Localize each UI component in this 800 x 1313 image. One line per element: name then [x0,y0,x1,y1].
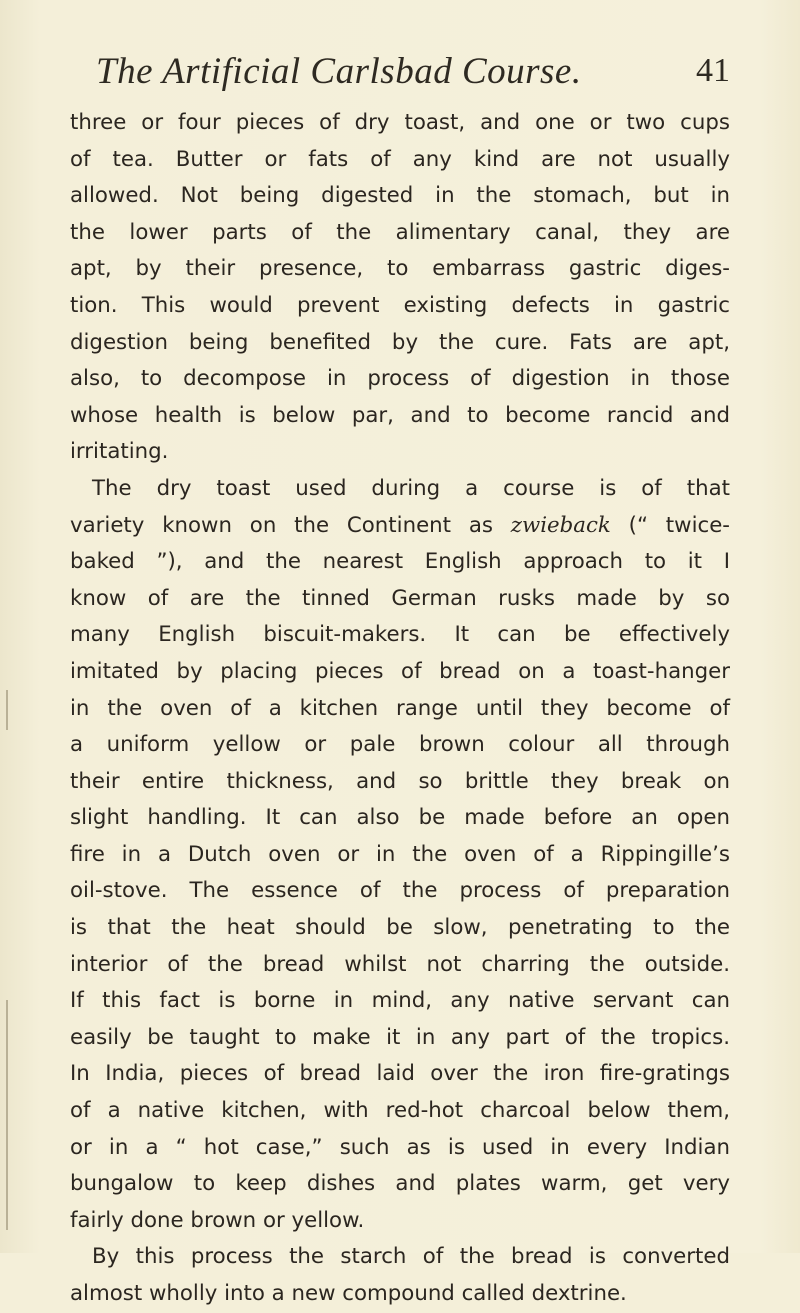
text-line: irritating. [70,439,169,465]
text-line: oil-stove. The essence of the process of preparation [70,878,730,904]
body-text [70,105,730,1313]
text-line: also, to decompose in process of digestion in those [70,366,730,392]
text-line: many English biscuit-makers. It can be effectively [70,622,730,648]
text-line: three or four pieces of dry toast, and one or two cups [70,110,730,135]
text-line: apt, by their presence, to embarrass gastric diges- [70,256,730,282]
text-line: the lower parts of the alimentary canal, they are [70,219,730,245]
text-line: their entire thickness, and so brittle they break on [70,768,730,794]
text-line: If this fact is borne in mind, any native servant can [70,988,730,1014]
text-line: bungalow to keep dishes and plates warm, get very [70,1171,730,1197]
text-line: imitated by placing pieces of bread on a toast-hanger [70,658,730,684]
text-line: in the oven of a kitchen range until they become of [70,695,730,721]
text-line: know of are the tinned German rusks made by so [70,585,730,611]
text-line: is that the heat should be slow, penetrating to the [70,915,730,941]
text-line: of a native kitchen, with red-hot charcoal below them, [70,1098,730,1124]
text-line: slight handling. It can also be made before an open [70,805,730,831]
page-edge-mark [6,690,8,730]
text-line: baked ”), and the nearest English approach to it I [70,549,730,575]
text-line: digestion being benefited by the cure. Fats are apt, [70,329,730,355]
running-title: The Artificial Carlsbad Course. [96,51,582,92]
text-line: whose health is below par, and to become rancid and [70,402,730,428]
text-line: fire in a Dutch oven or in the oven of a Rippingille’s [70,841,730,867]
text-line: tion. This would prevent existing defects in gastric [70,292,730,318]
text-line: interior of the bread whilst not charring the outside. [70,951,730,977]
text-line: The dry toast used during a course is of that [92,475,730,501]
text-segment: (“ twice- [610,512,730,538]
text-line [70,508,730,545]
text-line: fairly done brown or yellow. [70,1207,365,1233]
page-edge-mark [6,1000,8,1230]
text-line: By this process the starch of the bread is converted [92,1244,730,1270]
text-line: or in a “ hot case,” such as is used in every Indian [70,1134,730,1160]
text-line: In India, pieces of bread laid over the iron fire-gratings [70,1061,730,1087]
text-segment: variety known on the Continent as [70,512,511,538]
text-line: easily be taught to make it in any part of the tropics. [70,1024,730,1050]
text-line: a uniform yellow or pale brown colour all through [70,732,730,758]
page-header [70,50,730,100]
text-line: almost wholly into a new compound called dextrine. [70,1281,627,1306]
text-line: of tea. Butter or fats of any kind are not usually [70,146,730,172]
page-number: 41 [696,52,730,89]
italic-term: zwieback [510,512,611,538]
text-line: allowed. Not being digested in the stomach, but in [70,183,730,209]
